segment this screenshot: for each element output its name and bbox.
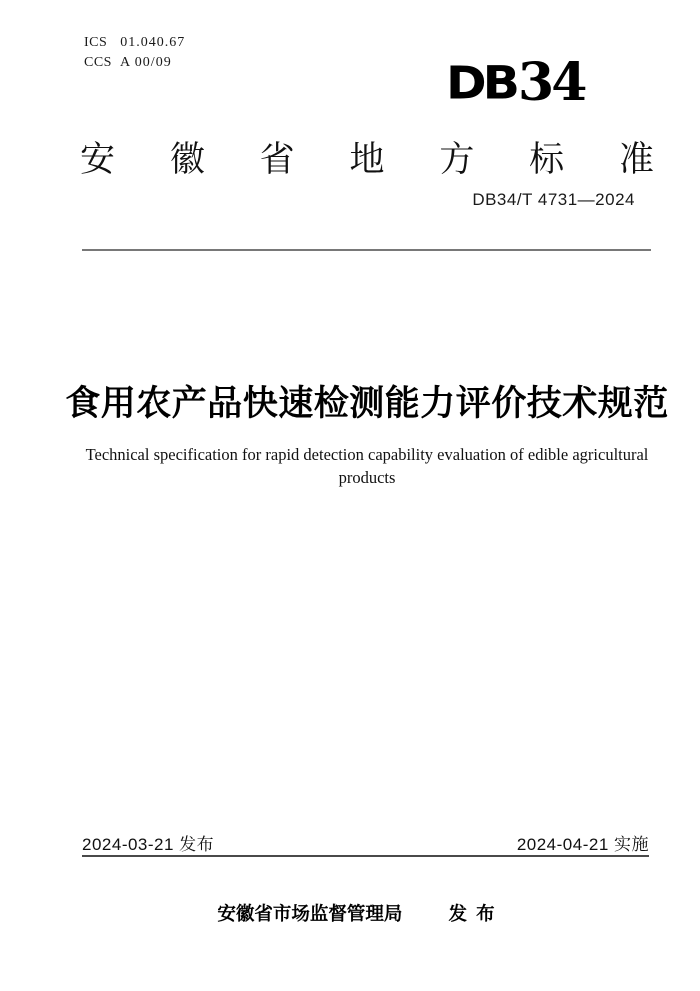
footer-divider-rule [82,855,649,857]
ics-row [84,33,185,53]
standard-type-char: 标 [529,140,565,179]
db34-logo [446,52,585,113]
db34-logo-db-text: DB [446,57,517,110]
document-title: 食用农产品快速检测能力评价技术规范 [65,384,669,423]
standard-type-char: 省 [259,140,295,179]
ccs-label: CCS [84,55,112,70]
ccs-row [84,53,185,73]
standard-type-heading [80,132,654,182]
document-subtitle-english [34,443,700,489]
ics-ccs-block [84,33,185,73]
standard-type-char: 徽 [169,140,205,179]
document-number: DB34/T 4731—2024 [472,190,635,209]
issuer-row [14,900,700,926]
publish-label: 发 布 [448,903,497,924]
standard-type-char: 准 [618,140,654,179]
standard-type-char: 安 [80,140,116,179]
subtitle-line-1: Technical specification for rapid detection capability evaluation of edible agricultural [85,445,649,464]
issuer-name: 安徽省市场监督管理局 [217,903,403,924]
implement-date: 2024-04-21 实施 [516,835,649,854]
standard-type-char: 地 [349,140,385,179]
standard-type-char: 方 [439,140,475,179]
dates-row [82,830,649,855]
header-divider-rule [82,249,651,251]
ccs-value: A 00/09 [119,55,172,70]
db34-logo-number: 34 [518,52,585,113]
ics-value: 01.040.67 [120,35,186,50]
ics-label: ICS [84,35,108,50]
issue-date: 2024-03-21 发布 [82,835,215,854]
subtitle-line-2: products [338,468,396,487]
